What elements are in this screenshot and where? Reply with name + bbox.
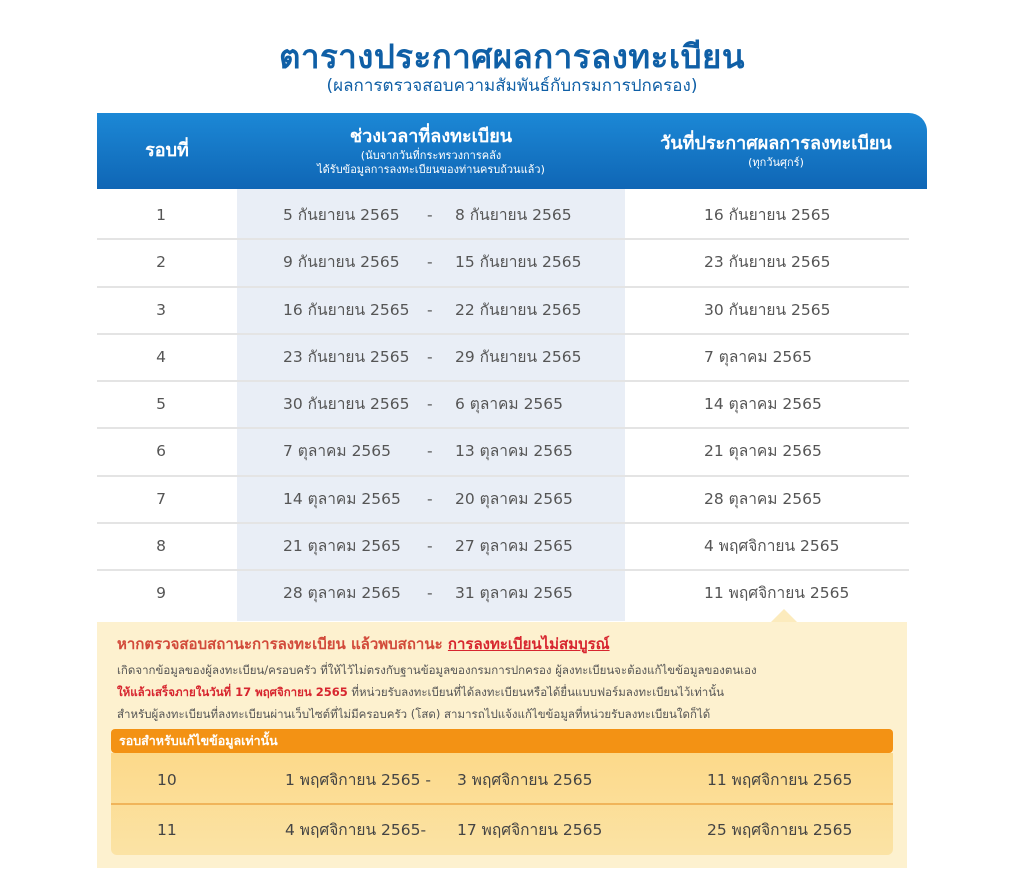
notice-heading — [117, 632, 610, 656]
row-dash: - — [427, 489, 433, 508]
table-row — [111, 755, 893, 805]
row-start-date: 23 กันยายน 2565 — [283, 347, 410, 366]
header-period-sub2: ได้รับข้อมูลการลงทะเบียนของท่านครบถ้วนแล้ว) — [317, 163, 545, 176]
row-start-date: 30 กันยายน 2565 — [283, 395, 410, 414]
header-round-label: รอบที่ — [145, 140, 189, 161]
row-dash: - — [427, 442, 433, 461]
row-start-date: 28 ตุลาคม 2565 — [283, 584, 401, 603]
row-end-date: 29 กันยายน 2565 — [455, 347, 582, 366]
row-start-date: 4 พฤศจิกายน 2565- — [285, 821, 427, 839]
row-round: 5 — [156, 395, 166, 414]
schedule-table — [97, 193, 909, 619]
table-row — [97, 288, 909, 335]
row-start-date: 1 พฤศจิกายน 2565 - — [285, 771, 431, 789]
extra-rounds-label: รอบสำหรับแก้ไขข้อมูลเท่านั้น — [111, 729, 893, 753]
row-round: 6 — [156, 442, 166, 461]
row-announce-date: 4 พฤศจิกายน 2565 — [704, 537, 840, 556]
notice-deadline-text: ให้แล้วเสร็จภายในวันที่ 17 พฤศจิกายน 2565 — [117, 685, 348, 699]
row-dash: - — [427, 206, 433, 224]
row-announce-date: 23 กันยายน 2565 — [704, 253, 831, 272]
row-end-date: 6 ตุลาคม 2565 — [455, 395, 564, 414]
row-round: 9 — [156, 584, 166, 603]
table-row — [97, 382, 909, 429]
row-announce-date: 7 ตุลาคม 2565 — [704, 347, 813, 366]
header-announce-label: วันที่ประกาศผลการลงทะเบียน — [660, 133, 892, 154]
row-end-date: 17 พฤศจิกายน 2565 — [457, 821, 603, 839]
row-end-date: 13 ตุลาคม 2565 — [455, 442, 573, 461]
row-announce-date: 11 พฤศจิกายน 2565 — [704, 584, 850, 603]
table-row — [97, 524, 909, 571]
row-round: 10 — [157, 771, 177, 789]
incomplete-notice-box — [97, 622, 907, 868]
table-row — [97, 477, 909, 524]
header-period — [237, 113, 625, 189]
row-announce-date: 28 ตุลาคม 2565 — [704, 489, 822, 508]
row-dash: - — [427, 537, 433, 556]
row-announce-date: 16 กันยายน 2565 — [704, 206, 831, 224]
row-end-date: 15 กันยายน 2565 — [455, 253, 582, 272]
table-row — [97, 193, 909, 240]
row-end-date: 27 ตุลาคม 2565 — [455, 537, 573, 556]
row-round: 11 — [157, 821, 177, 839]
notice-pointer — [770, 609, 798, 623]
row-start-date: 9 กันยายน 2565 — [283, 253, 400, 272]
row-start-date: 14 ตุลาคม 2565 — [283, 489, 401, 508]
row-round: 8 — [156, 537, 166, 556]
notice-line-1: เกิดจากข้อมูลของผู้ลงทะเบียน/ครอบครัว ที่ให้ไว้ไม่ตรงกับฐานข้อมูลของกรมการปกครอง ผู้ลงทะเบียนจะต้องแก้ไขข้อมูลของตนเอง — [117, 663, 757, 677]
notice-line-2 — [117, 684, 724, 702]
row-end-date: 22 กันยายน 2565 — [455, 300, 582, 319]
table-row — [97, 335, 909, 382]
row-announce-date: 14 ตุลาคม 2565 — [704, 395, 822, 414]
page-subtitle: (ผลการตรวจสอบความสัมพันธ์กับกรมการปกครอง) — [326, 76, 698, 96]
notice-line-2-rest: ที่หน่วยรับลงทะเบียนที่ได้ลงทะเบียนหรือได้ยื่นแบบฟอร์มลงทะเบียนไว้เท่านั้น — [347, 685, 724, 699]
row-dash: - — [427, 347, 433, 366]
extra-rounds-table — [111, 753, 893, 855]
header-round — [97, 113, 237, 189]
row-dash: - — [427, 395, 433, 414]
table-row — [111, 805, 893, 855]
row-round: 1 — [156, 206, 166, 224]
row-dash: - — [427, 584, 433, 603]
row-end-date: 8 กันยายน 2565 — [455, 206, 572, 224]
row-start-date: 21 ตุลาคม 2565 — [283, 537, 401, 556]
table-row — [97, 429, 909, 476]
row-end-date: 20 ตุลาคม 2565 — [455, 489, 573, 508]
row-start-date: 16 กันยายน 2565 — [283, 300, 410, 319]
notice-status-text: การลงทะเบียนไม่สมบูรณ์ — [447, 635, 610, 653]
page-title: ตารางประกาศผลการลงทะเบียน — [279, 37, 745, 76]
table-header — [97, 113, 927, 189]
row-announce-date: 21 ตุลาคม 2565 — [704, 442, 822, 461]
row-start-date: 7 ตุลาคม 2565 — [283, 442, 392, 461]
row-start-date: 5 กันยายน 2565 — [283, 206, 400, 224]
row-round: 3 — [156, 300, 166, 319]
notice-heading-text: หากตรวจสอบสถานะการลงทะเบียน แล้วพบสถานะ — [117, 635, 443, 653]
row-announce-date: 30 กันยายน 2565 — [704, 300, 831, 319]
row-announce-date: 25 พฤศจิกายน 2565 — [707, 821, 853, 839]
row-round: 7 — [156, 489, 166, 508]
row-announce-date: 11 พฤศจิกายน 2565 — [707, 771, 853, 789]
header-period-sub1: (นับจากวันที่กระทรวงการคลัง — [360, 149, 502, 162]
table-row — [97, 240, 909, 287]
row-dash: - — [427, 253, 433, 272]
row-end-date: 3 พฤศจิกายน 2565 — [457, 771, 593, 789]
header-announce — [625, 113, 927, 189]
row-round: 4 — [156, 347, 166, 366]
row-end-date: 31 ตุลาคม 2565 — [455, 584, 573, 603]
row-round: 2 — [156, 253, 166, 272]
notice-line-3: สำหรับผู้ลงทะเบียนที่ลงทะเบียนผ่านเว็บไซต์ที่ไม่มีครอบครัว (โสด) สามารถไปแจ้งแก้ไขข้อมูลที่หน่วยรับลงทะเบียนใดก็ได้ — [117, 707, 711, 721]
row-dash: - — [427, 300, 433, 319]
header-announce-sub: (ทุกวันศุกร์) — [748, 156, 804, 169]
header-period-label: ช่วงเวลาที่ลงทะเบียน — [349, 126, 513, 147]
